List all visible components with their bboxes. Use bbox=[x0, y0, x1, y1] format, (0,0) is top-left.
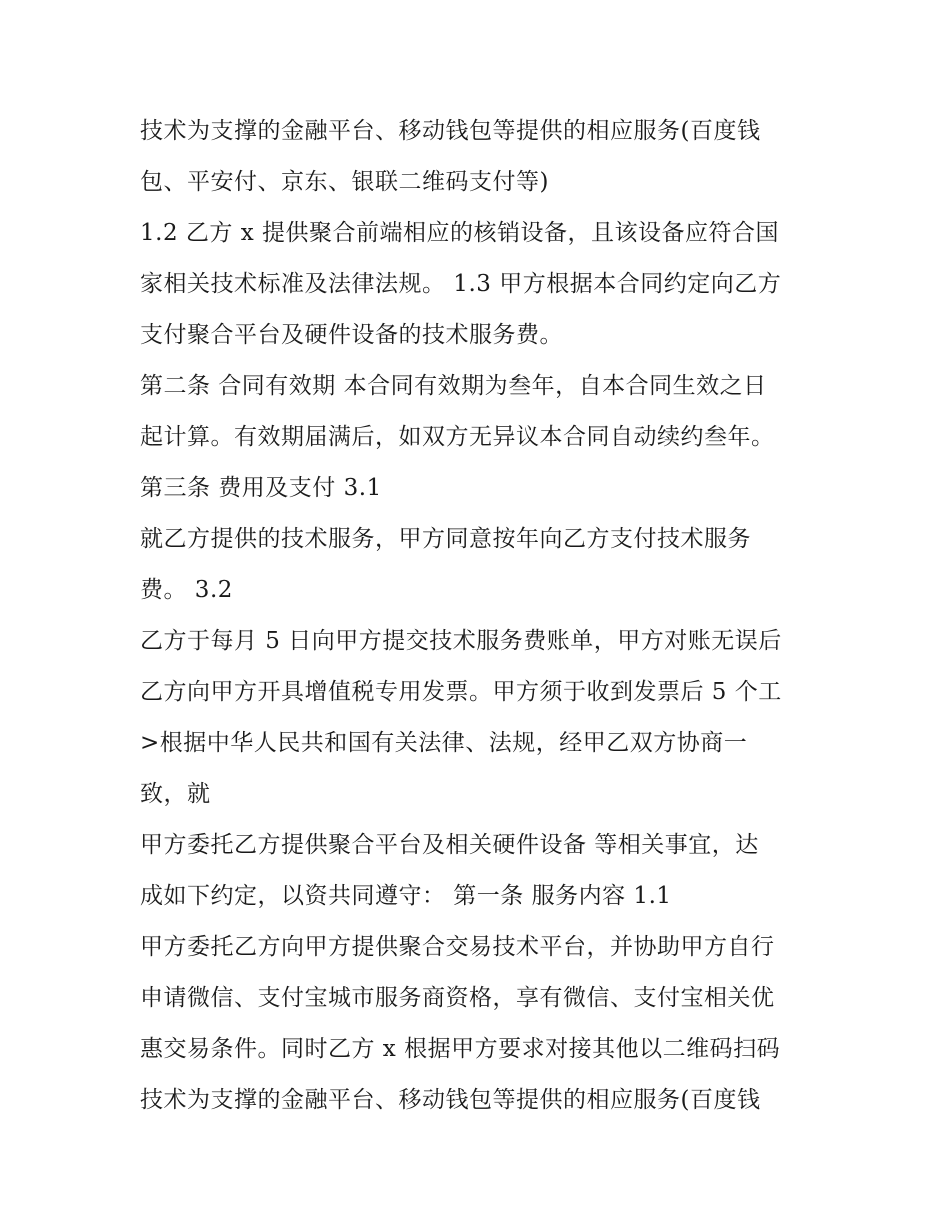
text-line: 惠交易条件。同时乙方 x 根据甲方要求对接其他以二维码扫码 bbox=[140, 1036, 781, 1062]
text-line: 费。 3.2 bbox=[140, 577, 233, 603]
text-line: 1.2 乙方 x 提供聚合前端相应的核销设备，且该设备应符合国 bbox=[140, 220, 779, 246]
text-line: 技术为支撑的金融平台、移动钱包等提供的相应服务(百度钱 bbox=[140, 118, 761, 144]
text-line: 致，就 bbox=[140, 781, 211, 807]
text-line: 支付聚合平台及硬件设备的技术服务费。 bbox=[140, 322, 563, 348]
text-line: 第三条 费用及支付 3.1 bbox=[140, 475, 382, 501]
text-line: 起计算。有效期届满后，如双方无异议本合同自动续约叁年。 bbox=[140, 424, 775, 450]
text-line: 第二条 合同有效期 本合同有效期为叁年，自本合同生效之日 bbox=[140, 373, 767, 399]
text-line: 家相关技术标准及法律法规。 1.3 甲方根据本合同约定向乙方 bbox=[140, 271, 782, 297]
text-line: >根据中华人民共和国有关法律、法规，经甲乙双方协商一 bbox=[140, 730, 748, 756]
text-line: 乙方向甲方开具增值税专用发票。甲方须于收到发票后 5 个工 bbox=[140, 679, 782, 705]
text-line: 甲方委托乙方向甲方提供聚合交易技术平台，并协助甲方自行 bbox=[140, 934, 775, 960]
text-line: 包、平安付、京东、银联二维码支付等) bbox=[140, 169, 549, 195]
text-line: 成如下约定，以资共同遵守： 第一条 服务内容 1.1 bbox=[140, 883, 672, 909]
text-line: 乙方于每月 5 日向甲方提交技术服务费账单，甲方对账无误后 bbox=[140, 628, 782, 654]
text-line: 申请微信、支付宝城市服务商资格，享有微信、支付宝相关优 bbox=[140, 985, 775, 1011]
text-line: 甲方委托乙方提供聚合平台及相关硬件设备 等相关事宜，达 bbox=[140, 832, 759, 858]
document-body bbox=[140, 106, 820, 1126]
text-line: 技术为支撑的金融平台、移动钱包等提供的相应服务(百度钱 bbox=[140, 1087, 761, 1113]
text-line: 就乙方提供的技术服务，甲方同意按年向乙方支付技术服务 bbox=[140, 526, 751, 552]
